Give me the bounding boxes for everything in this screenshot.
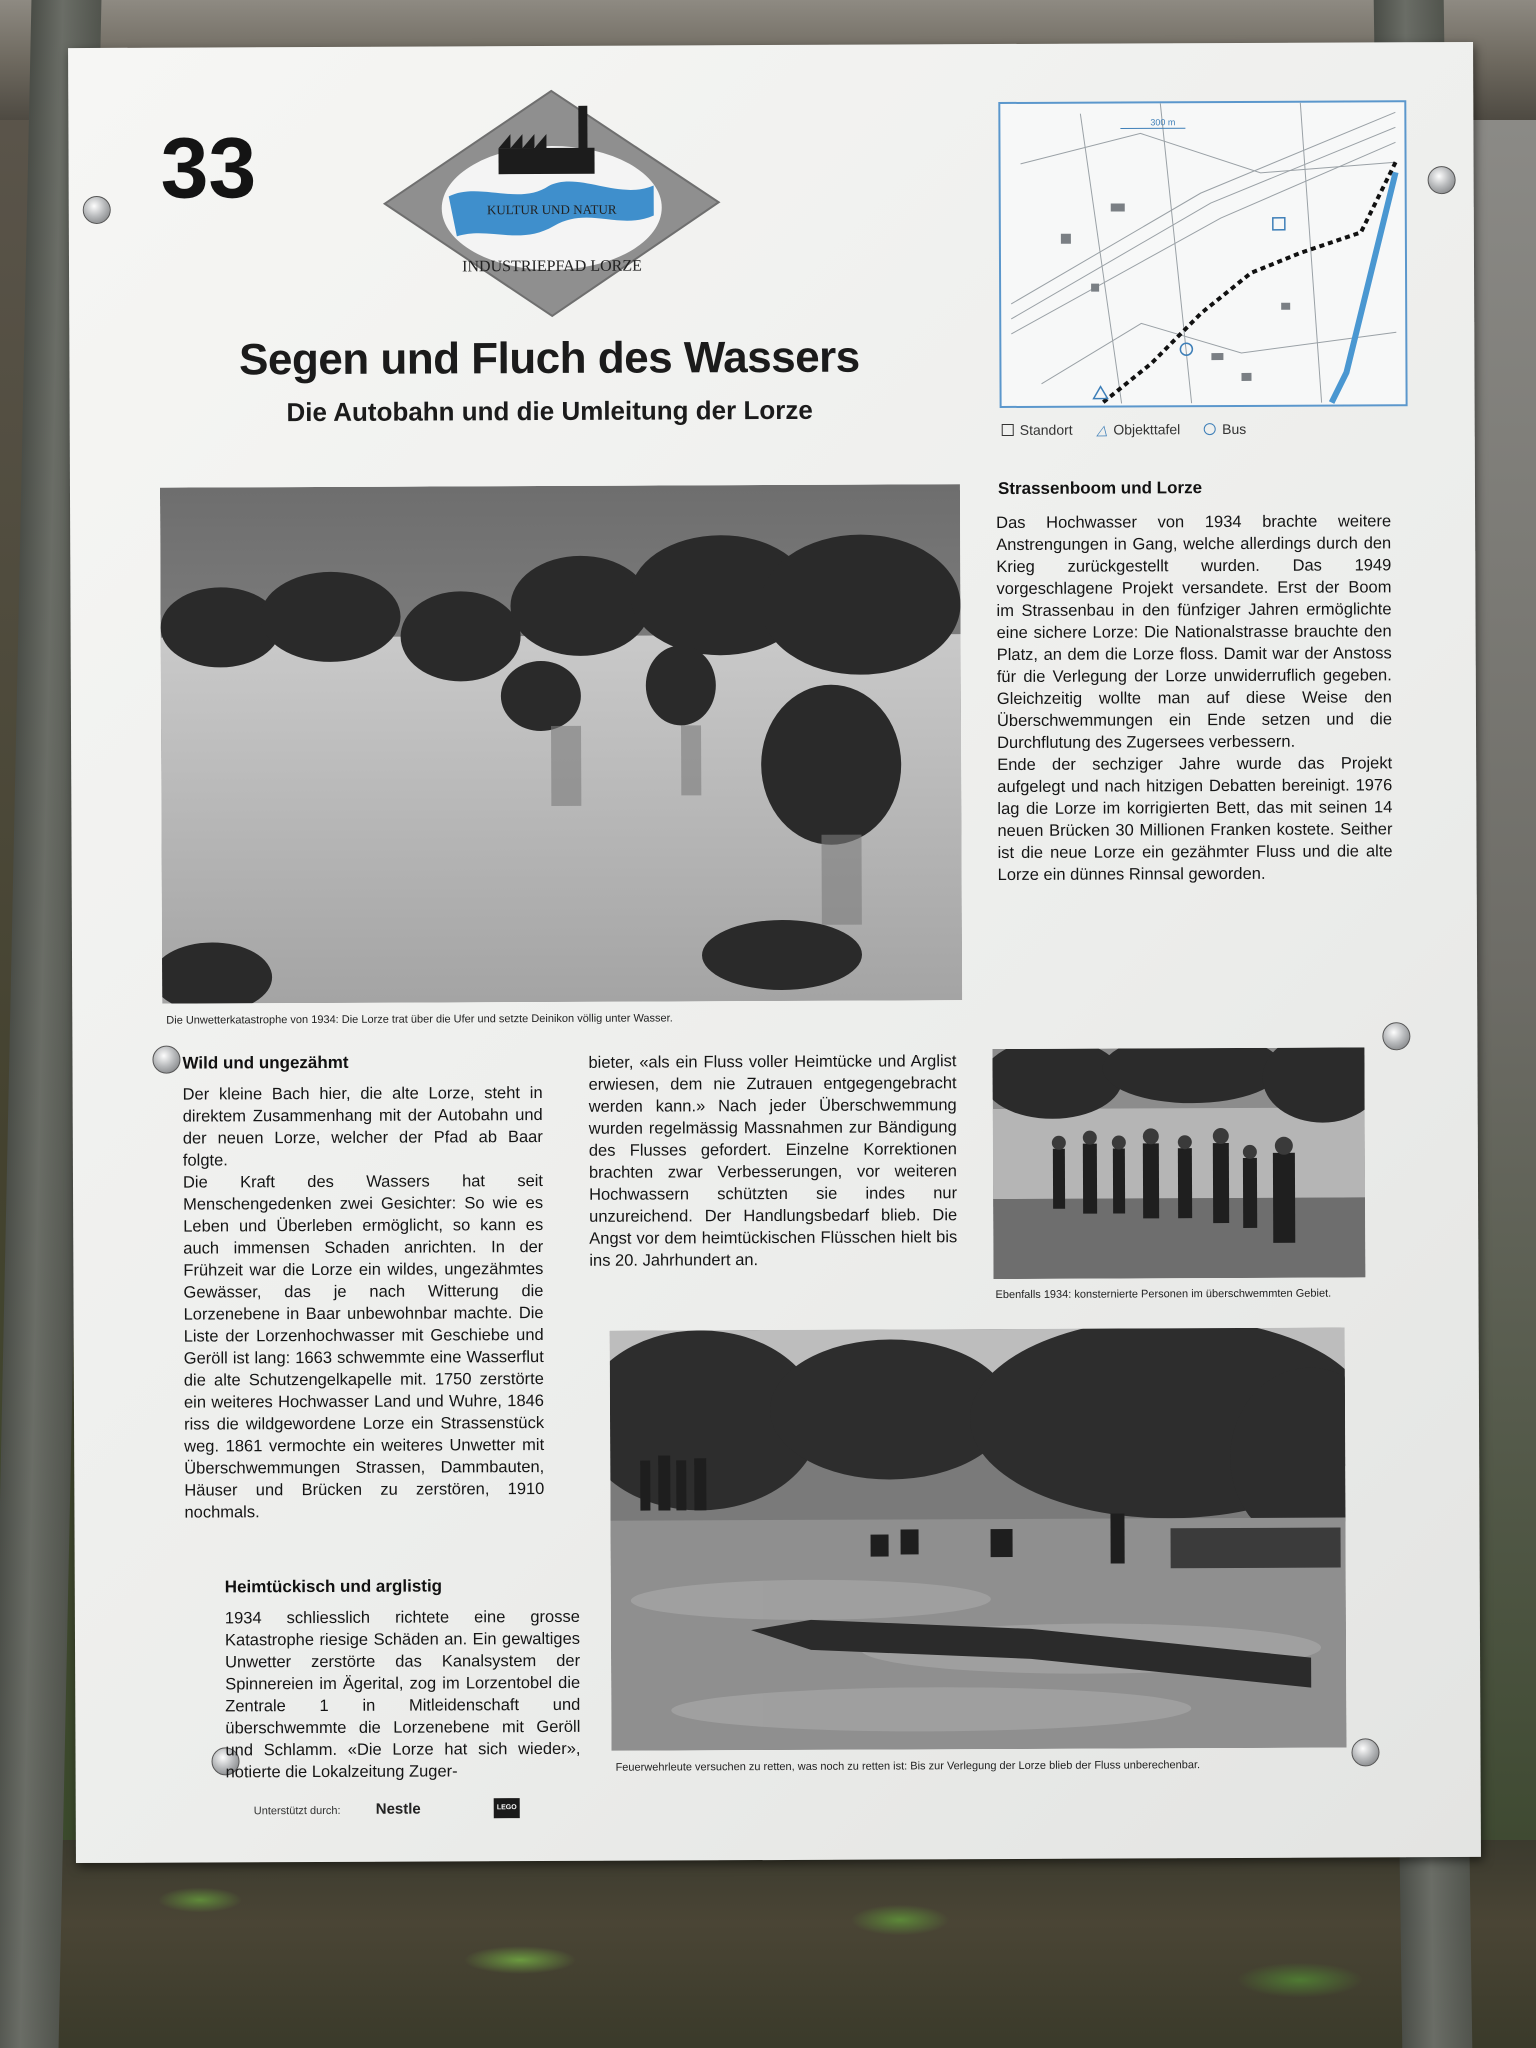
logo-arc-top: KULTUR UND NATUR: [486, 201, 617, 218]
section-text-heimtueckisch: 1934 schliesslich richtete eine grosse Katastrophe riesige Schäden an. Ein gewaltiges Unwetter zerstörte das Kanalsystem der Spinnereien im Ägerital, zog im Lorzentobel die Zentrale 1 in Mitleidenschaft und überschwemmte die Lorzenebene mit Geröll und Schlamm. «Die Lorze hat sich wieder», notierte die Lokalzeitung Zuger-: [224, 1607, 581, 1782]
flood-photo-people: [992, 1047, 1365, 1279]
page-subtitle: Die Autobahn und die Umleitung der Lorze: [286, 394, 813, 428]
sponsor-label: Unterstützt durch:: [253, 1804, 341, 1818]
section-text-wild: Der kleine Bach hier, die alte Lorze, steht in direktem Zusammenhang mit der Autobahn und der neuen Lorze, welcher der Pfad ab Baar folgte. Die Kraft des Wassers hat seit Menschengedenken zwei Gesichter: So wie es Leben und Überleben ermöglicht, so kann es auch immensen Schaden anrichten. In der Frühzeit war die Lorze ein wildes, ungezähmtes Gewässer, das je nach Witterung die Lorzenebene in Baar unbewohnbar machte. Die Liste der Lorzenhochwasser mit Geschiebe und Geröll ist lang: 1663 schwemmte eine Wasserflut die alte Schutzengelkapelle mit. 1750 zerstörte ein weiteres Hochwasser Land und Wuhre, 1846 riss die wildgewordene Lorze ein Strassenstück weg. 1861 vermochte ein weiteres Unwetter mit Überschwemmungen Strassen, Dammbauten, Häuser und Brücken zu zerstören, 1910 nochmals.: [182, 1084, 545, 1522]
photo3-caption: Feuerwehrleute versuchen zu retten, was noch zu retten ist: Bis zur Verlegung der Lorze blieb der Fluss unberechenbar.: [615, 1759, 1201, 1774]
info-sign-panel: [68, 42, 1481, 1863]
page-title: Segen und Fluch des Wassers: [239, 332, 860, 385]
section-text-strassenboom: Das Hochwasser von 1934 brachte weitere Anstrengungen in Gang, welche allerdings durch den Krieg zurückgestellt wurden. Das 1949 vorgeschlagene Projekt versandete. Erst der Boom im Strassenbau in den fünfziger Jahren ermöglichte eine sichere Lorze: Die Nationalstrasse brauchte den Platz, an dem die Lorze floss. Damit war der Anstoss für die Verlegung der Lorze unwiderruflich gegeben. Gleichzeitig wollte man auf diese Weise den Überschwemmungen ein Ende setzen und die Durchflutung des Zugersees verbessern. Ende der sechziger Jahre wurde das Projekt aufgelegt und nach hitzigen Debatten bereinigt. 1976 lag die Lorze im korrigierten Bett, das mit seinen 14 neuen Brücken 30 Millionen Franken kostete. Seither ist die neue Lorze ein gezähmter Fluss und die alte Lorze ein dünnes Rinnsal geworden.: [996, 512, 1393, 885]
section-heading-strassenboom: Strassenboom und Lorze: [997, 478, 1203, 499]
section-heading-heimtueckisch: Heimtückisch und arglistig: [224, 1576, 443, 1597]
photo1-caption: Die Unwetterkatastrophe von 1934: Die Lorze trat über die Ufer und setzte Deinikon völlig unter Wasser.: [166, 1012, 673, 1027]
bolt-icon: [1428, 166, 1456, 194]
legend-item-objekttafel: △ Objekttafel: [1096, 421, 1181, 438]
map-legend: [1002, 420, 1402, 439]
flood-photo-firefighters: [610, 1328, 1347, 1751]
location-map: [998, 100, 1407, 408]
legend-item-standort: Standort: [1002, 422, 1073, 438]
logo-arc-bottom: INDUSTRIEPFAD LORZE: [462, 257, 642, 276]
map-scale-label: 300 m: [1150, 117, 1176, 128]
triangle-icon: △: [1096, 421, 1108, 438]
ground-plants: [0, 1840, 1536, 2048]
station-number: 33: [160, 120, 257, 217]
section-heading-wild: Wild und ungezähmt: [182, 1052, 349, 1073]
bolt-icon: [1382, 1022, 1410, 1050]
section-text-continued: bieter, «als ein Fluss voller Heimtücke und Arglist erwiesen, dem nie Zutrauen entgegengebracht werden kann.» Nach jeder Überschwemmung wurden regelmässig Massnahmen zur Bändigung des Flusses gefordert. Einzelne Korrektionen brachten zwar Verbesserungen, vor weiteren Hochwassern schützten sie indes nur unzureichend. Der Handlungsbedarf blieb. Die Angst vor dem heimtückischen Flüsschen hielt bis ins 20. Jahrhundert an.: [588, 1052, 958, 1270]
photo2-caption: Ebenfalls 1934: konsternierte Personen im überschwemmten Gebiet.: [995, 1287, 1332, 1302]
industriepfad-logo: [378, 85, 725, 322]
bolt-icon: [1351, 1738, 1379, 1766]
bolt-icon: [152, 1046, 180, 1074]
legend-item-bus: Bus: [1204, 421, 1246, 437]
nestle-logo: Nestle: [375, 1800, 421, 1818]
lego-logo: LEGO: [494, 1798, 520, 1818]
square-icon: [1002, 424, 1014, 436]
bolt-icon: [83, 196, 111, 224]
flood-photo-main: [160, 484, 962, 1003]
circle-icon: [1204, 423, 1216, 435]
